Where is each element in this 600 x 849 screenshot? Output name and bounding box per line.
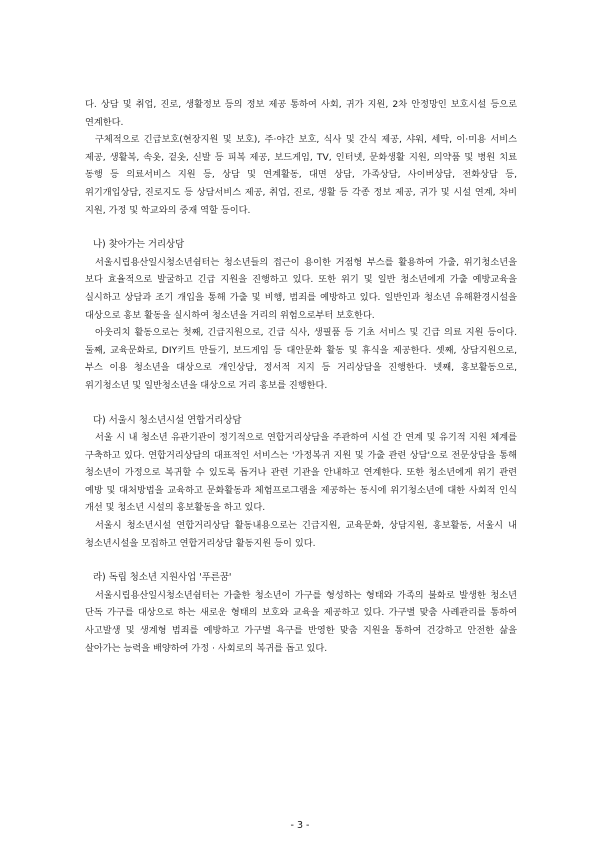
section-independent-youth-support xyxy=(85,569,517,657)
section-paragraph: 서울시립용산일시청소년쉼터는 청소년들의 접근이 용이한 거점형 부스를 활용하여 가출, 위기청소년을 보다 효율적으로 발굴하고 긴급 지원을 진행하고 있다. 또한 위기 및 일반 청소년에게 가출 예방교육을 실시하고 상담과 조기 개입을 통해 가출 및 비행, 범죄를 예방하고 있다. 일반인과 청소년 유해환경시설을 대상으로 홍보 활동을 실시하여 청소년을 거리의 위험으로부터 보호한다. xyxy=(85,256,517,321)
page-number: - 3 - xyxy=(290,820,310,831)
section-joint-street-counseling xyxy=(85,412,517,553)
section-paragraph: 서울시립용산일시청소년쉼터는 가출한 청소년이 가구를 형성하는 형태와 가족의 불화로 발생한 청소년 단독 가구를 대상으로 하는 새로운 형태의 보호와 교육을 제공하고 있다. 가구별 맞춤 사례관리를 통하여 사고발생 및 생계형 범죄를 예방하고 가구별 욕구를 반영한 맞춤 지원을 통하여 건강하고 안전한 삶을 살아가는 능력을 배양하여 가정 · 사회로의 복귀를 돕고 있다. xyxy=(85,589,517,654)
section-outreach-counseling xyxy=(85,236,517,394)
section-heading: 나) 찾아가는 거리상담 xyxy=(93,239,185,251)
intro-detail-paragraph: 구체적으로 긴급보호(현장지원 및 보호), 주·야간 보호, 식사 및 간식 제공, 샤워, 세탁, 이·미용 서비스 제공, 생활복, 속옷, 겉옷, 신발 등 피복 제공, 보드게임, TV, 인터넷, 문화생활 지원, 의약품 및 병원 치료 동행 등 의료서비스 지원 등, 상담 및 연계활동, 대면 상담, 가족상담, 사이버상담, 전화상담 등, 위기개입상담, 진로지도 등 상담서비스 제공, 취업, 진로, 생활 등 각종 정보 제공, 귀가 및 시설 연계, 차비 지원, 가정 및 학교와의 중재 역할 등이다. xyxy=(85,134,517,216)
section-heading: 다) 서울시 청소년시설 연합거리상담 xyxy=(93,414,242,426)
section-paragraph: 서울 시 내 청소년 유관기관이 정기적으로 연합거리상담을 주관하여 시설 간 연계 및 유기적 지원 체계를 구축하고 있다. 연합거리상담의 대표적인 서비스는 '가정복귀 지원 및 가출 관련 상담'으로 전문상담을 통해 청소년이 가정으로 복귀할 수 있도록 돕거나 관련 기관을 안내하고 연계한다. 또한 청소년에게 위기 관련 예방 및 대처방법을 교육하고 문화활동과 체험프로그램을 제공하는 동시에 위기청소년에 대한 사회적 인식 개선 및 청소년 시설의 홍보활동을 하고 있다. xyxy=(85,432,517,514)
section-paragraph: 아웃리치 활동으로는 첫째, 긴급지원으로, 긴급 식사, 생필품 등 기초 서비스 및 긴급 의료 지원 등이다. 둘째, 교육문화로, DIY키트 만들기, 보드게임 등 대안문화 활동 및 휴식을 제공한다. 셋째, 상담지원으로, 부스 이용 청소년을 대상으로 개인상담, 정서적 지지 등 거리상담을 진행한다. 넷째, 홍보활동으로, 위기청소년 및 일반청소년을 대상으로 거리 홍보를 진행한다. xyxy=(85,327,517,391)
section-paragraph: 서울시 청소년시설 연합거리상담 활동내용으로는 긴급지원, 교육문화, 상담지원, 홍보활동, 서울시 내 청소년시설을 모집하고 연합거리상담 활동지원 등이 있다. xyxy=(85,520,517,549)
section-heading: 라) 독립 청소년 지원사업 '푸른꿈' xyxy=(93,572,232,584)
intro-continuation-paragraph: 다. 상담 및 취업, 진로, 생활정보 등의 정보 제공 통하여 사회, 귀가 지원, 2차 안정망인 보호시설 등으로 연계한다. xyxy=(85,99,517,128)
document-body xyxy=(85,96,517,657)
